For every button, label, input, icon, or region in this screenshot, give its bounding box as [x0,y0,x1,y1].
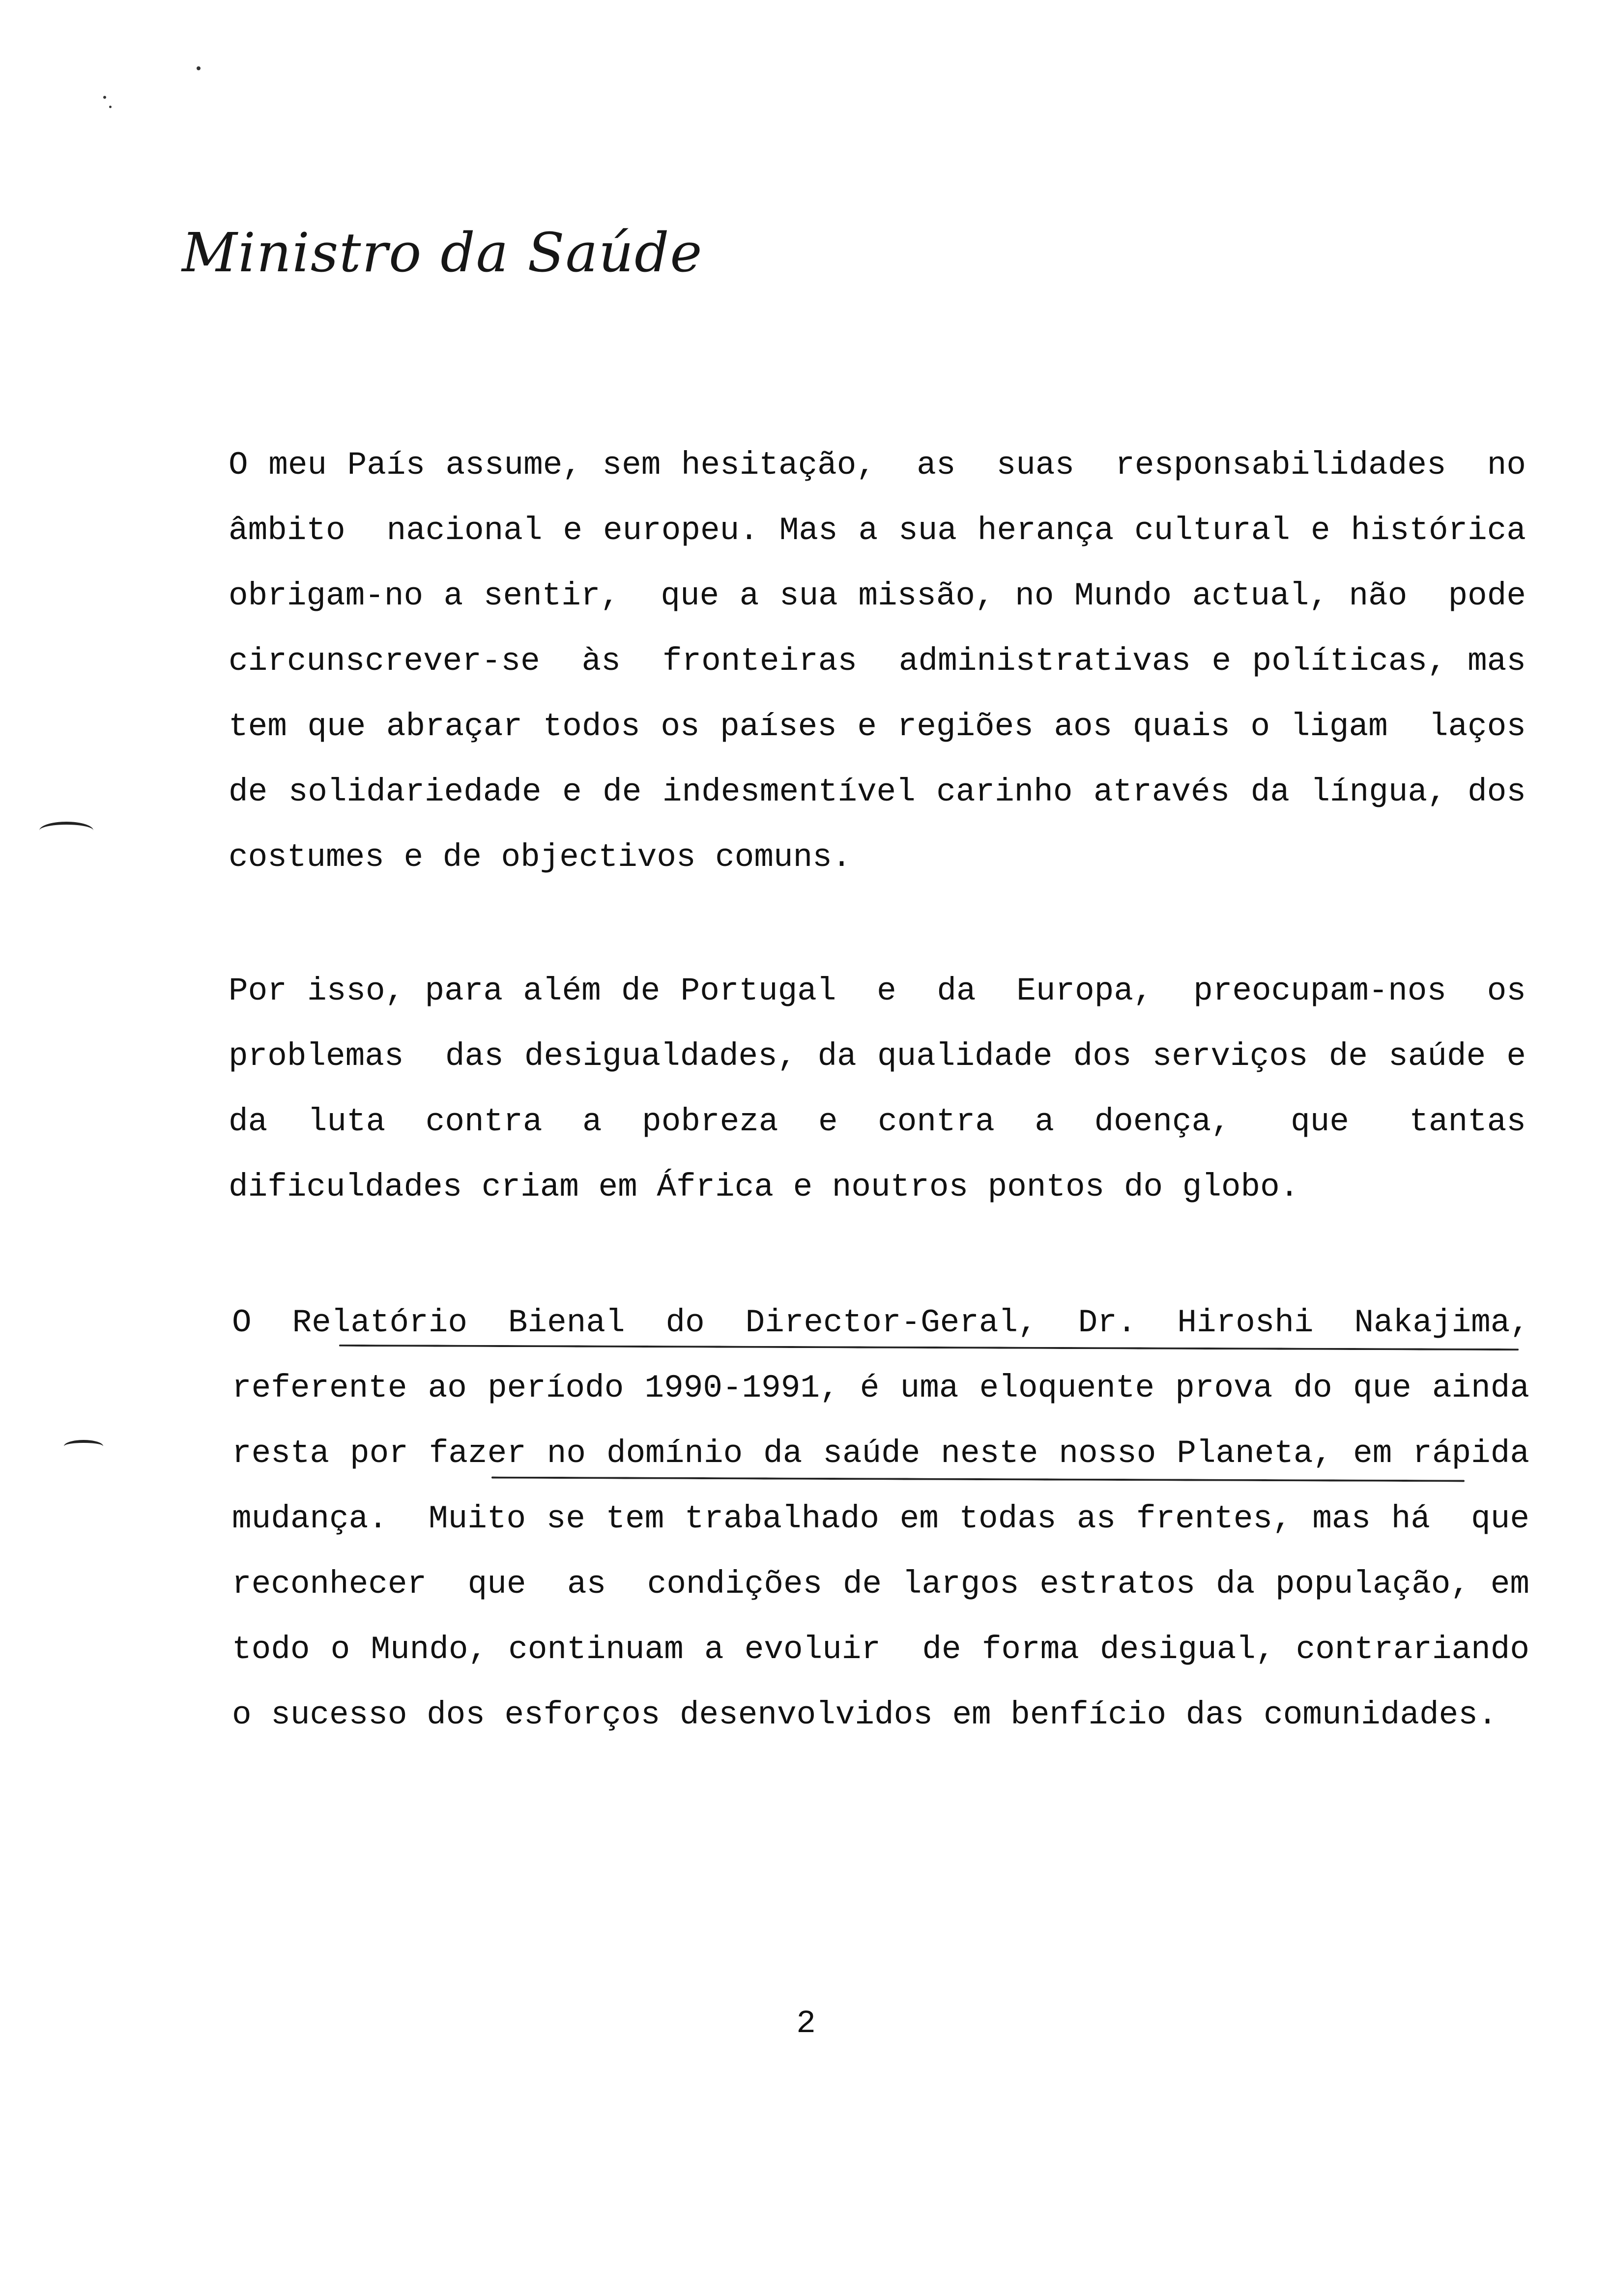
scan-speck [109,106,112,108]
text-line: O meu País assume, sem hesitação, as suas responsabilidades no [229,447,1526,484]
text-line: mudança. Muito se tem trabalhado em todas as frentes, mas há que [232,1500,1529,1537]
text-line: reconhecer que as condições de largos estratos da população, em [232,1566,1529,1603]
text-line: referente ao período 1990-1991, é uma eloquente prova do que ainda [232,1370,1529,1406]
text-line: O Relatório Bienal do Director-Geral, Dr. Hiroshi Nakajima, [232,1304,1529,1341]
text-line: tem que abraçar todos os países e regiões aos quais o ligam laços [229,708,1526,745]
margin-mark [39,822,93,839]
text-line: costumes e de objectivos comuns. [229,839,852,876]
text-line: problemas das desigualdades, da qualidade dos serviços de saúde e [229,1038,1526,1075]
margin-mark [64,1440,103,1453]
scan-speck [103,96,106,99]
paragraph-3 [232,1290,1529,1748]
text-line: de solidariedade e de indesmentível carinho através da língua, dos [229,774,1526,810]
text-line: Por isso, para além de Portugal e da Europa, preocupam-nos os [229,973,1526,1009]
text-line: dificuldades criam em África e noutros pontos do globo. [229,1169,1299,1205]
text-line: circunscrever-se às fronteiras administrativas e políticas, mas [229,643,1526,680]
paragraph-1 [229,432,1526,890]
paragraph-2 [229,958,1526,1220]
text-line: todo o Mundo, continuam a evoluir de forma desigual, contrariando [232,1631,1529,1668]
text-line: o sucesso dos esforços desenvolvidos em benfício das comunidades. [232,1696,1497,1733]
text-line: âmbito nacional e europeu. Mas a sua herança cultural e histórica [229,512,1526,549]
scan-speck [197,66,201,70]
text-line: da luta contra a pobreza e contra a doença, que tantas [229,1103,1526,1140]
page-number: 2 [796,2005,816,2042]
text-line: resta por fazer no domínio da saúde neste nosso Planeta, em rápida [232,1435,1529,1472]
letterhead-title: Ministro da Saúde [182,221,703,284]
text-line: obrigam-no a sentir, que a sua missão, no Mundo actual, não pode [229,577,1526,614]
